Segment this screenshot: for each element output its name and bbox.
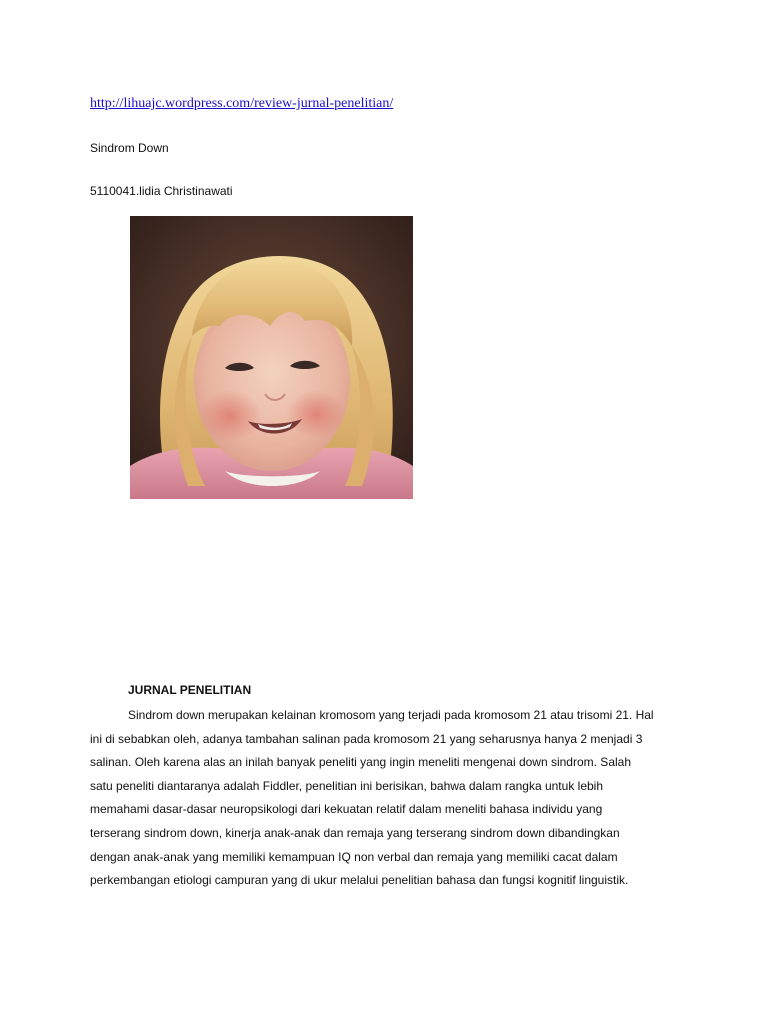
paragraph-line: memahami dasar-dasar neuropsikologi dari kekuatan relatif dalam meneliti bahasa individu yang	[90, 802, 603, 817]
paragraph-line: ini di sebabkan oleh, adanya tambahan salinan pada kromosom 21 yang seharusnya hanya 2 menjadi 3	[90, 731, 643, 746]
paragraph-line: dengan anak-anak yang memiliki kemampuan IQ non verbal dan remaja yang memiliki cacat dalam	[90, 849, 618, 864]
paragraph-line: perkembangan etiologi campuran yang di ukur melalui penelitian bahasa dan fungsi kognitif linguistik.	[90, 873, 629, 888]
paragraph-line: terserang sindrom down, kinerja anak-anak dan remaja yang terserang sindrom down dibandingkan	[90, 825, 620, 840]
child-portrait-photo	[130, 216, 413, 499]
paragraph-line: satu peneliti diantaranya adalah Fiddler, penelitian ini berisikan, bahwa dalam rangka untuk lebih	[90, 778, 603, 793]
paragraph-line: salinan. Oleh karena alas an inilah banyak peneliti yang ingin meneliti mengenai down sindrom. Salah	[90, 755, 632, 770]
author-line: 5110041.lidia Christinawati	[90, 184, 233, 198]
section-heading: JURNAL PENELITIAN	[128, 683, 252, 697]
body-paragraph	[90, 704, 700, 893]
source-link[interactable]: http://lihuajc.wordpress.com/review-jurnal-penelitian/	[90, 96, 394, 111]
document-title: Sindrom Down	[90, 141, 169, 155]
paragraph-line: Sindrom down merupakan kelainan kromosom yang terjadi pada kromosom 21 atau trisomi 21. Hal	[128, 708, 654, 722]
